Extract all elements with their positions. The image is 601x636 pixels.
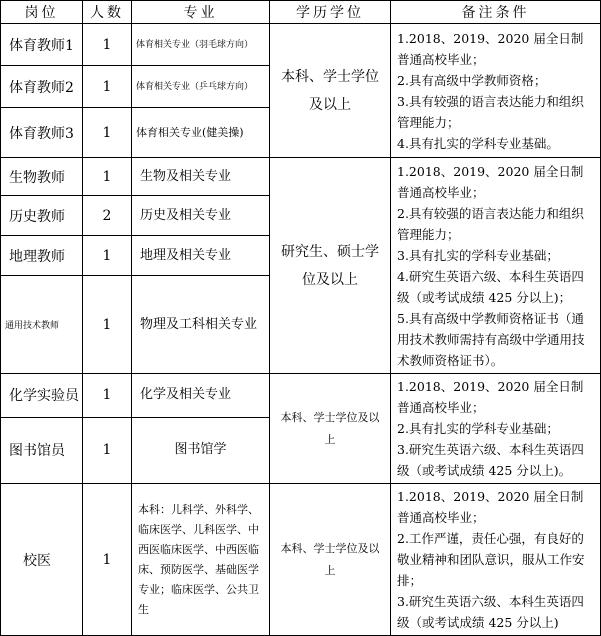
position-cell: 体育教师1 xyxy=(1,24,83,66)
header-notes: 备注条件 xyxy=(391,1,601,24)
count-cell: 1 xyxy=(83,374,132,418)
position-cell: 历史教师 xyxy=(1,196,83,236)
count-cell: 2 xyxy=(83,196,132,236)
note-line: 1.2018、2019、2020 届全日制普通高校毕业； xyxy=(397,379,584,415)
notes-cell xyxy=(391,158,601,374)
count-cell: 1 xyxy=(83,158,132,196)
position-cell: 体育教师3 xyxy=(1,108,83,158)
table-row xyxy=(1,374,601,418)
note-line: 2.具有高级中学教师资格； xyxy=(397,72,547,88)
note-line: 1.2018、2019、2020 届全日制普通高校毕业； xyxy=(397,163,584,200)
major-cell: 体育相关专业（乒乓球方向） xyxy=(132,66,270,108)
note-line: 4.具有扎实的学科专业基础。 xyxy=(397,135,559,151)
note-line: 5.具有高级中学教师资格证书（通用技术教师需持有高级中学通用技术教师资格证书）。 xyxy=(397,310,585,368)
note-line: 3.具有较强的语言表达能力和组织管理能力； xyxy=(397,93,584,130)
count-cell: 1 xyxy=(83,484,132,636)
position-cell: 通用技术教师 xyxy=(1,276,83,374)
degree-cell: 本科、学士学位及以上 xyxy=(270,484,391,636)
table-row xyxy=(1,484,601,636)
header-degree: 学历学位 xyxy=(270,1,391,24)
header-position: 岗位 xyxy=(1,1,83,24)
table-row xyxy=(1,158,601,196)
note-line: 2.具有扎实的学科专业基础； xyxy=(397,421,559,436)
degree-cell: 研究生、硕士学位及以上 xyxy=(270,158,391,374)
count-cell: 1 xyxy=(83,236,132,276)
header-count: 人数 xyxy=(83,1,132,24)
degree-cell: 本科、学士学位及以上 xyxy=(270,374,391,484)
count-cell: 1 xyxy=(83,108,132,158)
major-cell: 生物及相关专业 xyxy=(132,158,270,196)
note-line: 2.具有较强的语言表达能力和组织管理能力； xyxy=(397,205,584,242)
note-line: 4.研究生英语六级、本科生英语四级（或考试成绩 425 分以上)； xyxy=(397,268,584,305)
notes-cell xyxy=(391,484,601,636)
note-line: 2.工作严谨，责任心强，有良好的敬业精神和团队意识，服从工作安排； xyxy=(397,531,585,588)
major-cell: 地理及相关专业 xyxy=(132,236,270,276)
position-cell: 校医 xyxy=(1,484,83,636)
position-cell: 图书馆员 xyxy=(1,417,83,483)
major-cell: 历史及相关专业 xyxy=(132,196,270,236)
major-cell: 体育相关专业（羽毛球方向） xyxy=(132,24,270,66)
major-cell: 物理及工科相关专业 xyxy=(132,276,270,374)
count-cell: 1 xyxy=(83,24,132,66)
major-cell: 本科：儿科学、外科学、临床医学、儿科医学、中西医临床医学、中西医临床、预防医学、基础医学专业；临床医学、公共卫生 xyxy=(132,484,270,636)
header-major: 专业 xyxy=(132,1,270,24)
note-line: 3.具有扎实的学科专业基础； xyxy=(397,247,559,263)
table-header-row xyxy=(1,1,601,24)
note-line: 1.2018、2019、2020 届全日制普通高校毕业； xyxy=(397,30,584,67)
count-cell: 1 xyxy=(83,66,132,108)
position-cell: 化学实验员 xyxy=(1,374,83,418)
count-cell: 1 xyxy=(83,417,132,483)
major-cell: 图书馆学 xyxy=(132,417,270,483)
note-line: 1.2018、2019、2020 届全日制普通高校毕业； xyxy=(397,489,584,525)
major-cell: 化学及相关专业 xyxy=(132,374,270,418)
position-cell: 地理教师 xyxy=(1,236,83,276)
note-line: 3.研究生英语六级、本科生英语四级（或考试成绩 425 分以上)。 xyxy=(397,442,584,478)
note-line: 3.研究生英语六级、本科生英语四级（或考试成绩 425 分以上) xyxy=(397,594,584,630)
position-cell: 生物教师 xyxy=(1,158,83,196)
count-cell: 1 xyxy=(83,276,132,374)
degree-cell: 本科、学士学位及以上 xyxy=(270,24,391,158)
major-cell: 体育相关专业(健美操) xyxy=(132,108,270,158)
notes-cell xyxy=(391,374,601,484)
notes-cell xyxy=(391,24,601,158)
table-row xyxy=(1,24,601,66)
position-cell: 体育教师2 xyxy=(1,66,83,108)
